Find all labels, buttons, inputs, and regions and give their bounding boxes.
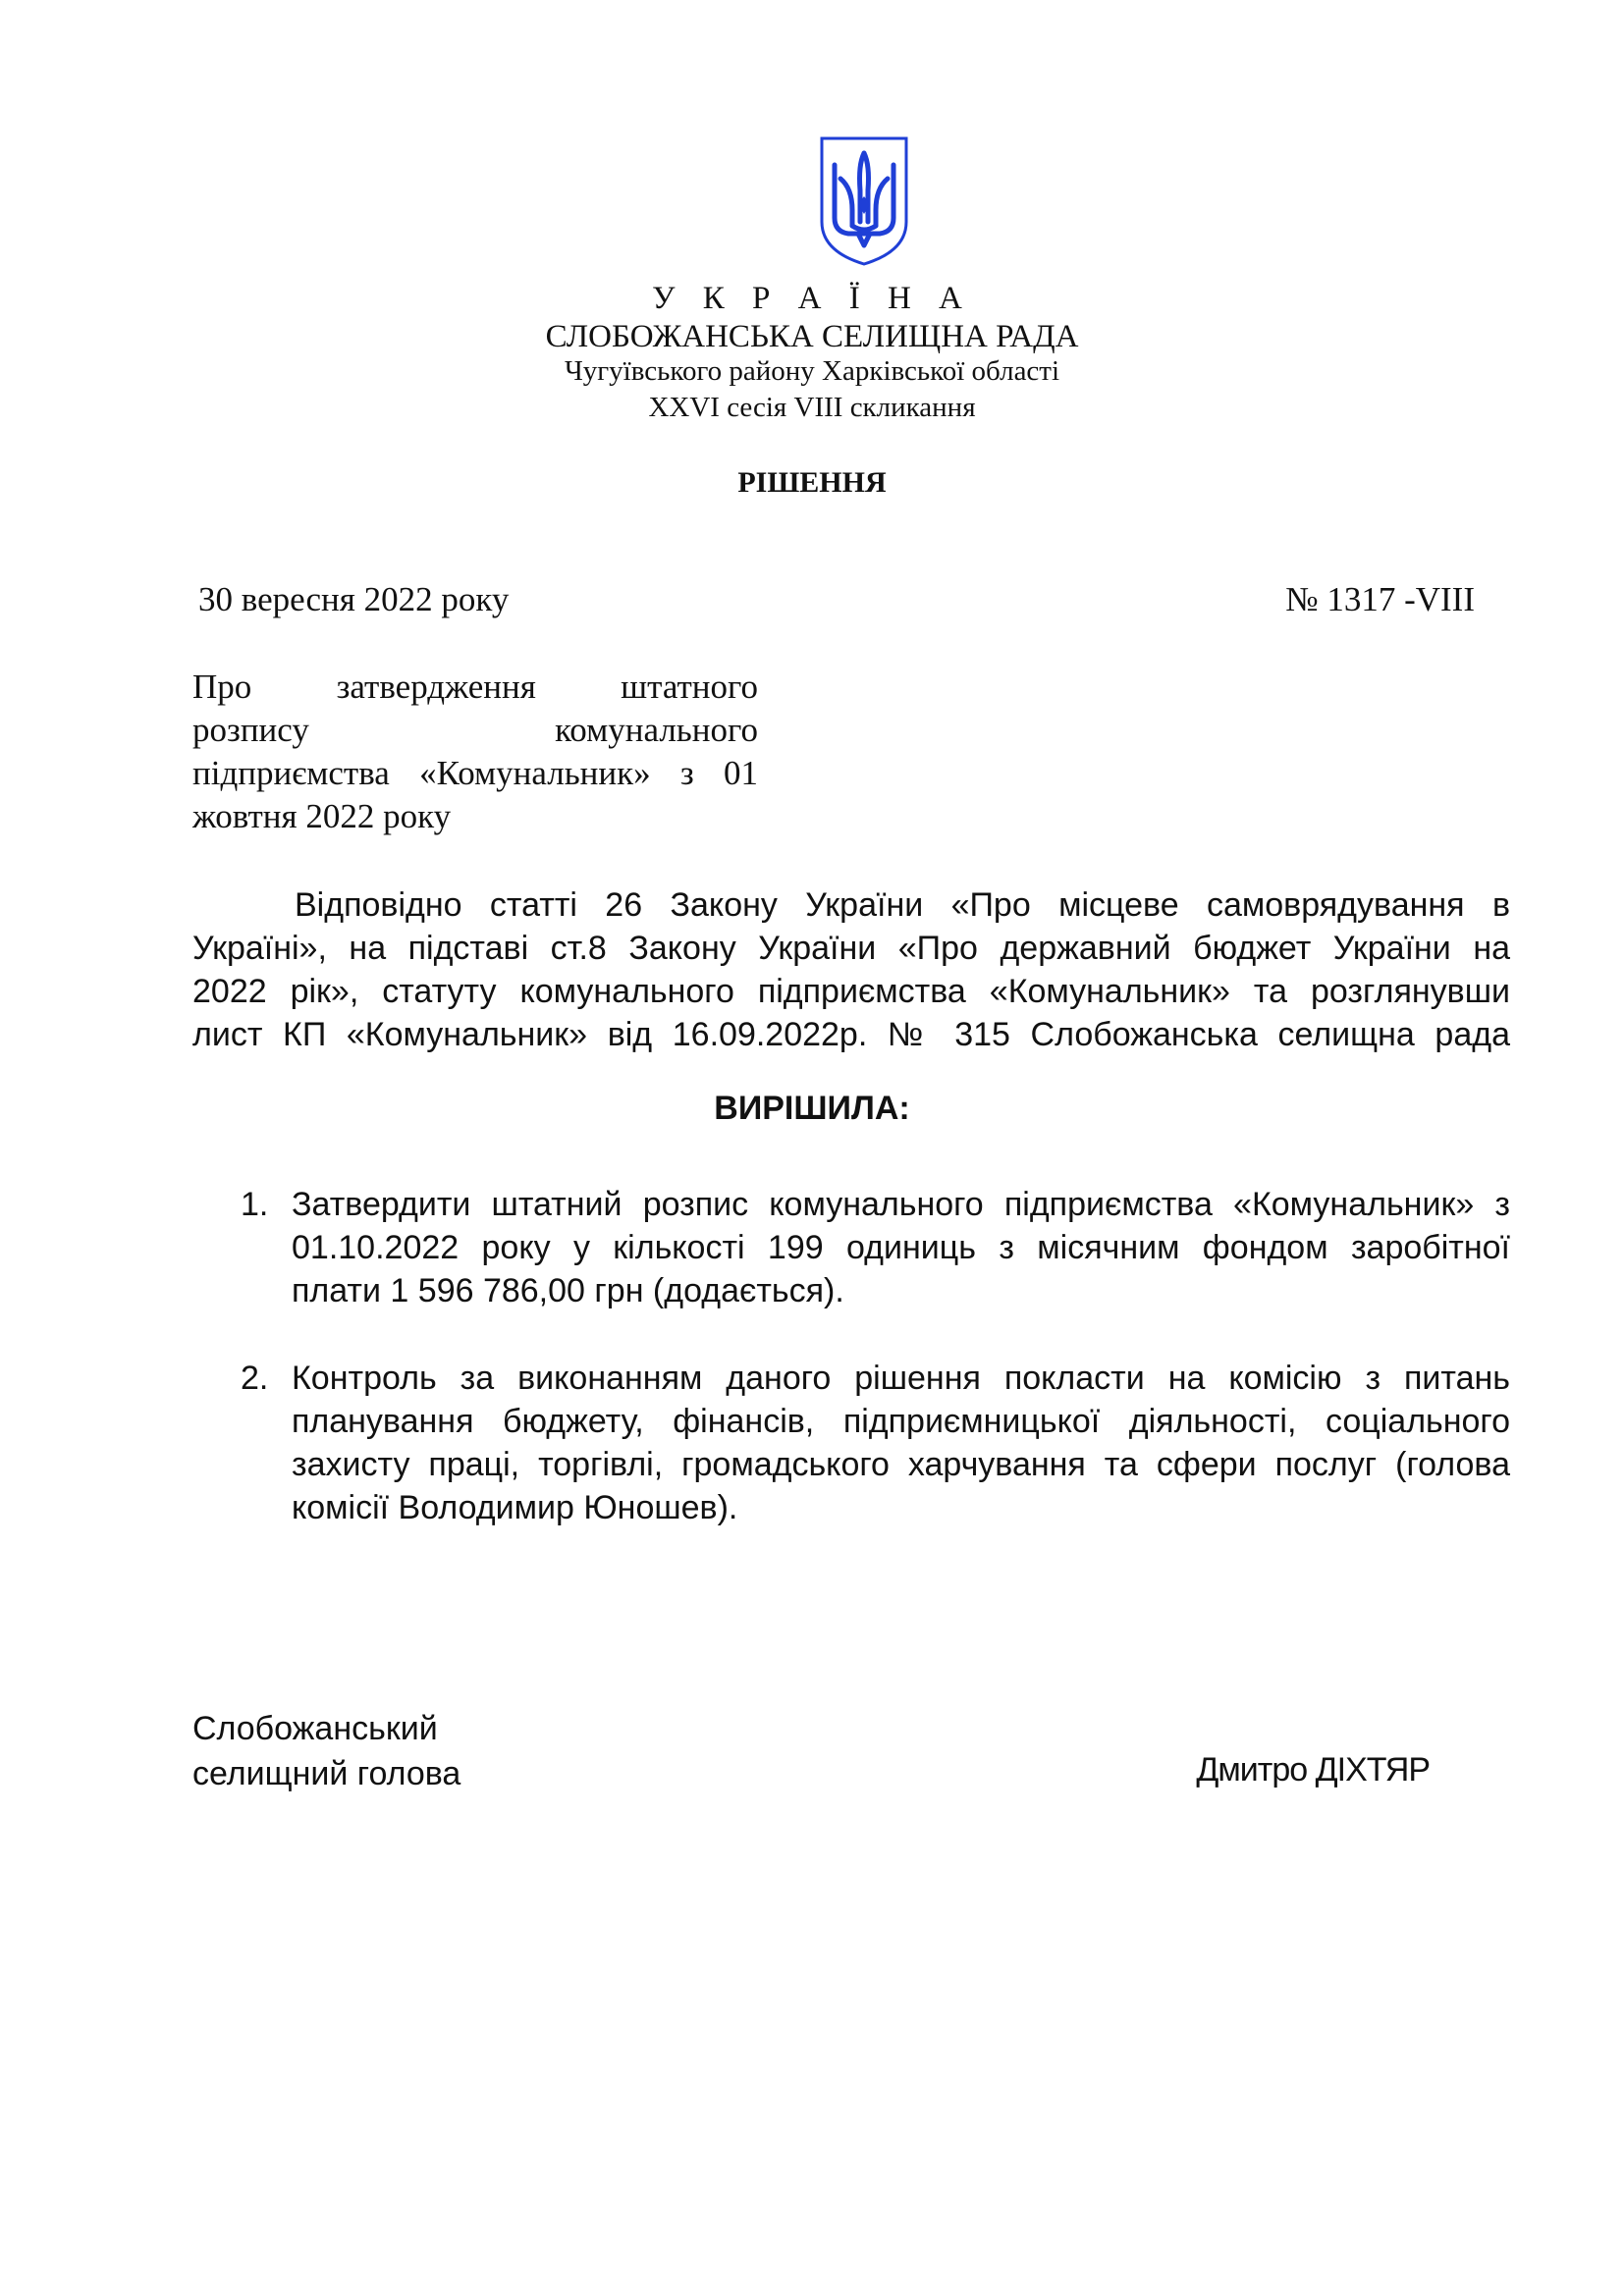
decision-date: 30 вересня 2022 року (198, 580, 510, 618)
council-name: СЛОБОЖАНСЬКА СЕЛИЩНА РАДА (545, 319, 1079, 354)
signatory-name: Дмитро ДІХТЯР (1196, 1751, 1430, 1789)
preamble-line: Україні», на підставі ст.8 Закону України «Про державний бюджет України на (192, 930, 1510, 967)
preamble-paragraph (192, 883, 1510, 1056)
preamble-line: 2022 рік», статуту комунального підприємства «Комунальник» та розглянувши (192, 973, 1510, 1010)
district-name: Чугуївського району Харківської області (564, 355, 1060, 387)
item-line: планування бюджету, фінансів, підприємницької діяльності, соціального (292, 1403, 1510, 1440)
signatory-title-line: селищний голова (192, 1755, 461, 1792)
subject-line: підприємства «Комунальник» з 01 (192, 754, 758, 792)
resolved-heading: ВИРІШИЛА: (714, 1090, 910, 1127)
signatory-title (192, 1706, 460, 1796)
subject-line: Про затвердження штатного (192, 667, 758, 706)
signatory-title-line: Слобожанський (192, 1710, 438, 1747)
item-line: 01.10.2022 року у кількості 199 одиниць з місячним фондом заробітної (292, 1229, 1510, 1266)
item-line: комісії Володимир Юношев). (292, 1489, 738, 1526)
item-body (292, 1357, 1510, 1529)
item-body (292, 1183, 1510, 1312)
preamble-line: Відповідно статті 26 Закону України «Про місцеве самоврядування в (295, 886, 1510, 924)
country-heading: У К Р А Ї Н А (652, 281, 972, 316)
item-number: 1. (241, 1186, 269, 1223)
decision-title: РІШЕННЯ (737, 466, 887, 499)
trident-coat-of-arms-icon (819, 135, 909, 267)
decision-number: № 1317 -VIII (1285, 580, 1475, 618)
item-line: захисту праці, торгівлі, громадського харчування та сфери послуг (голова (292, 1446, 1510, 1483)
subject-line: жовтня 2022 року (192, 797, 452, 835)
item-line: Затвердити штатний розпис комунального підприємства «Комунальник» з (292, 1186, 1510, 1223)
item-line: плати 1 596 786,00 грн (додається). (292, 1272, 844, 1309)
preamble-line: лист КП «Комунальник» від 16.09.2022р. № 315 Слобожанська селищна рада (192, 1016, 1510, 1053)
decision-subject (192, 666, 758, 838)
session-info: XXVI сесія VIII скликання (648, 392, 976, 423)
item-number: 2. (241, 1360, 269, 1397)
subject-line: розпису комунального (192, 711, 758, 749)
item-line: Контроль за виконанням даного рішення покласти на комісію з питань (292, 1360, 1510, 1397)
